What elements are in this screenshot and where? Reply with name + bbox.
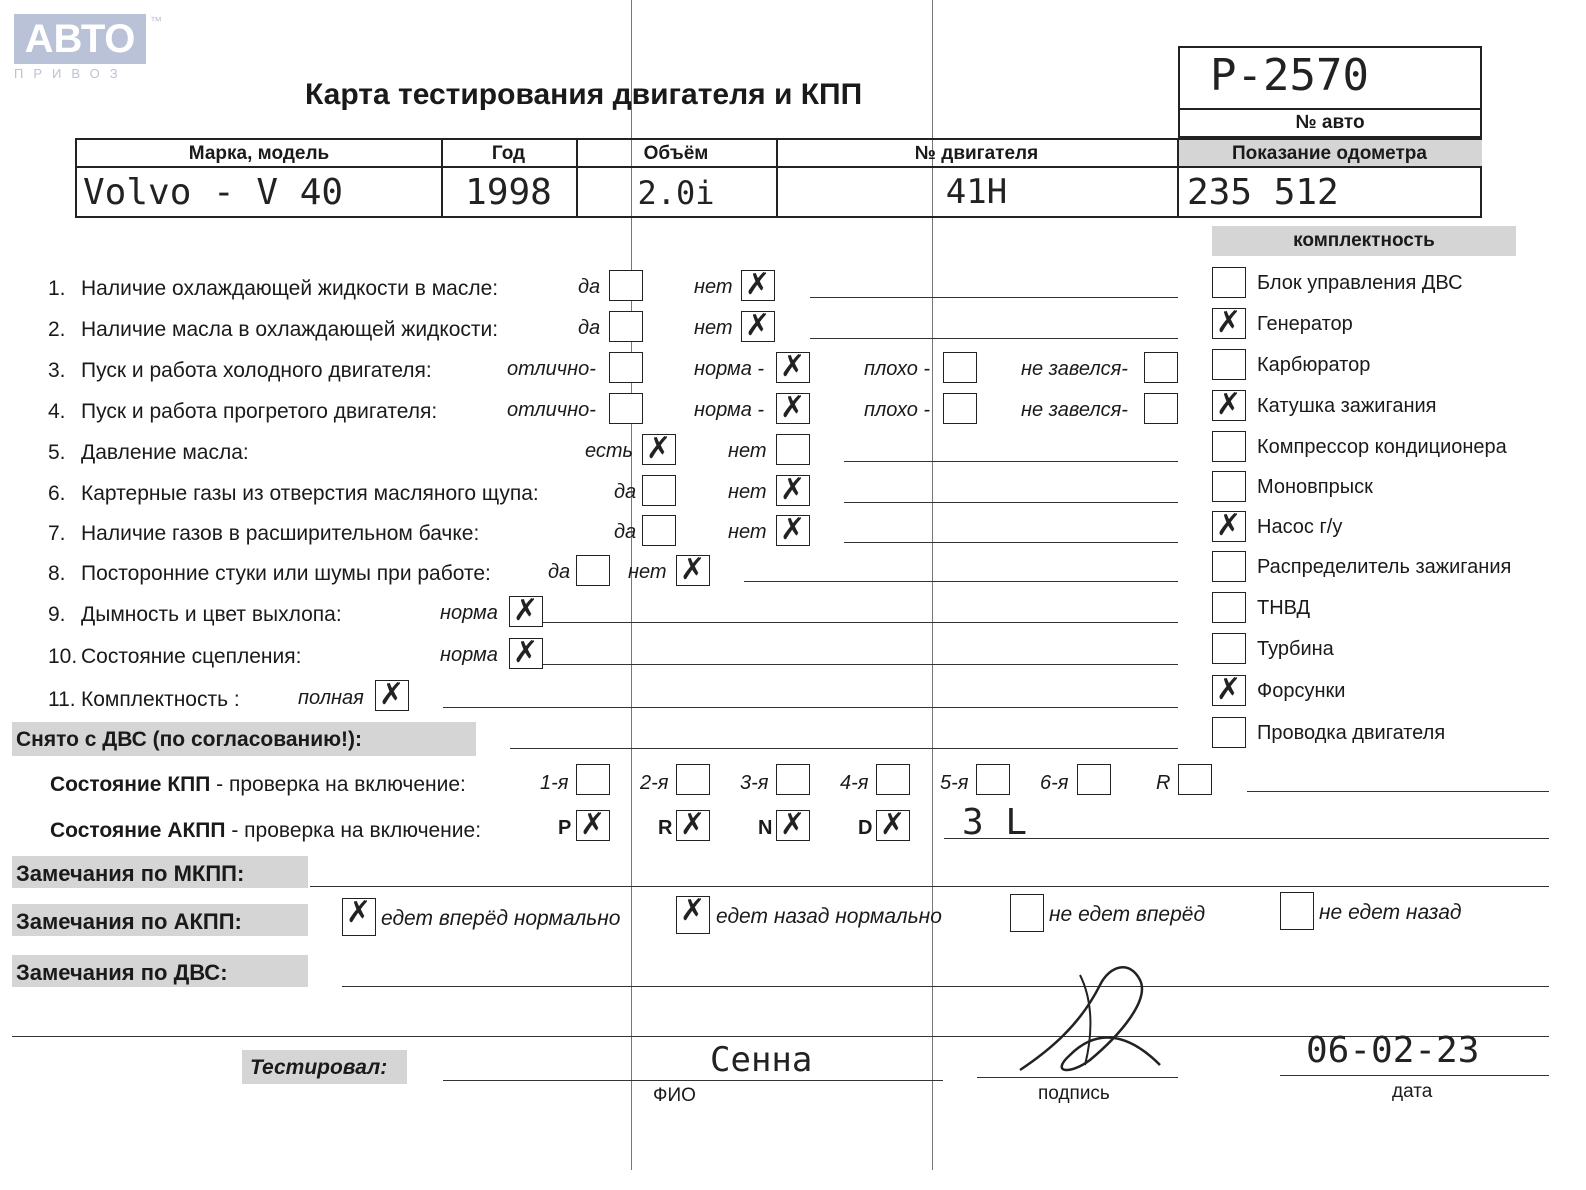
- q4-bad-checkbox[interactable]: [943, 393, 977, 424]
- answer-line: [443, 707, 1178, 708]
- question-number: 7.: [48, 522, 66, 545]
- question-number: 9.: [48, 603, 66, 626]
- question-number: 3.: [48, 359, 66, 382]
- answer-line: [310, 886, 1549, 887]
- question-text: Комплектность :: [81, 688, 240, 711]
- question-number: 4.: [48, 400, 66, 423]
- kit-item-label: Насос г/у: [1257, 516, 1343, 538]
- q5-no-checkbox[interactable]: [776, 434, 810, 465]
- akpp-n-checkbox[interactable]: [776, 810, 810, 841]
- q6-no-checkbox[interactable]: [776, 475, 810, 506]
- gear-label: 2-я: [640, 772, 669, 794]
- gear-label: R: [1156, 772, 1171, 794]
- kit-item-label: Катушка зажигания: [1257, 395, 1437, 417]
- auto-number-box: [1178, 46, 1482, 138]
- col-header-make: Марка, модель: [188, 143, 330, 164]
- kpp-gear-1-checkbox[interactable]: [576, 764, 610, 795]
- kit-injection-pump-checkbox[interactable]: [1212, 592, 1246, 623]
- auto-number-value: P-2570: [1210, 50, 1369, 101]
- kpp-gear-4-checkbox[interactable]: [876, 764, 910, 795]
- q6-yes-checkbox[interactable]: [642, 475, 676, 506]
- answer-line: [810, 338, 1178, 339]
- option-label: не завелся-: [1021, 358, 1128, 380]
- kit-item-label: Карбюратор: [1257, 354, 1371, 376]
- fio-label: ФИО: [653, 1085, 696, 1106]
- removed-label: Снято с ДВС (по согласованию!):: [16, 728, 363, 751]
- kpp-gear-2-checkbox[interactable]: [676, 764, 710, 795]
- option-label: нет: [728, 440, 767, 462]
- kit-item-label: Блок управления ДВС: [1257, 272, 1463, 294]
- akpp-d-checkbox[interactable]: [876, 810, 910, 841]
- kit-injectors-checkbox[interactable]: [1212, 675, 1246, 706]
- option-label: нет: [694, 276, 733, 298]
- gear-label: 3-я: [740, 772, 769, 794]
- question-text: Пуск и работа прогретого двигателя:: [81, 400, 438, 423]
- option-label: норма -: [694, 358, 765, 380]
- col-header-odometer: Показание одометра: [1232, 143, 1427, 164]
- option-label: норма: [440, 644, 498, 666]
- answer-line: [510, 748, 1178, 749]
- q4-excellent-checkbox[interactable]: [609, 393, 643, 424]
- logo-sub: ПРИВОЗ: [14, 66, 128, 81]
- q5-yes-checkbox[interactable]: [642, 434, 676, 465]
- kit-title: комплектность: [1293, 230, 1435, 251]
- logo-tm: ™: [150, 14, 162, 28]
- signature-scribble: [1010, 955, 1170, 1085]
- option-label: плохо -: [864, 358, 931, 380]
- akpp-label-rest: - проверка на включение:: [225, 819, 482, 842]
- q11-full-checkbox[interactable]: [375, 680, 409, 711]
- option-label: да: [578, 276, 601, 298]
- remark-option-label: не едет назад: [1319, 901, 1462, 924]
- q3-no-start-checkbox[interactable]: [1144, 352, 1178, 383]
- question-number: 5.: [48, 441, 66, 464]
- option-label: норма: [440, 602, 498, 624]
- value-volume: 2.0i: [637, 174, 715, 212]
- question-number: 2.: [48, 318, 66, 341]
- question-number: 1.: [48, 277, 66, 300]
- kit-power-steering-pump-checkbox[interactable]: [1212, 511, 1246, 542]
- question-number: 6.: [48, 482, 66, 505]
- remark-option-label: едет вперёд нормально: [381, 907, 621, 930]
- kit-ac-compressor-checkbox[interactable]: [1212, 431, 1246, 462]
- answer-line: [844, 461, 1178, 462]
- logo-main: АВТО: [14, 14, 146, 64]
- option-label: да: [614, 481, 637, 503]
- kit-turbo-checkbox[interactable]: [1212, 633, 1246, 664]
- logo: [14, 14, 164, 84]
- option-label: норма -: [694, 399, 765, 421]
- question-text: Наличие охлаждающей жидкости в масле:: [81, 277, 499, 300]
- kpp-gear-6-checkbox[interactable]: [1077, 764, 1111, 795]
- page-title: Карта тестирования двигателя и КПП: [305, 78, 863, 111]
- akpp-no-forward-checkbox[interactable]: [1010, 894, 1044, 932]
- kit-item-label: Генератор: [1257, 313, 1353, 335]
- date-line: [1280, 1075, 1549, 1076]
- question-text: Посторонние стуки или шумы при работе:: [81, 562, 491, 585]
- option-label: отлично-: [507, 358, 596, 380]
- option-label: нет: [728, 521, 767, 543]
- q7-no-checkbox[interactable]: [776, 515, 810, 546]
- kpp-gear-5-checkbox[interactable]: [976, 764, 1010, 795]
- value-make: Volvo - V 40: [83, 172, 344, 213]
- akpp-p-checkbox[interactable]: [576, 810, 610, 841]
- answer-line: [810, 297, 1178, 298]
- gear-label: 6-я: [1040, 772, 1069, 794]
- kit-item-label: Компрессор кондиционера: [1257, 436, 1507, 458]
- kpp-label-bold: Состояние КПП: [50, 773, 211, 796]
- akpp-r-checkbox[interactable]: [676, 810, 710, 841]
- q4-normal-checkbox[interactable]: [776, 393, 810, 424]
- option-label: не завелся-: [1021, 399, 1128, 421]
- kpp-label-rest: - проверка на включение:: [210, 773, 466, 796]
- header-row-divider: [77, 166, 1480, 168]
- akpp-reverse-ok-checkbox[interactable]: [676, 896, 710, 934]
- value-engine-number: 41H: [945, 172, 1008, 212]
- q4-no-start-checkbox[interactable]: [1144, 393, 1178, 424]
- gear-label: 1-я: [540, 772, 569, 794]
- akpp-forward-ok-checkbox[interactable]: [342, 898, 376, 936]
- tested-label: Тестировал:: [250, 1056, 388, 1079]
- gear-label: 5-я: [940, 772, 969, 794]
- option-label: есть: [585, 440, 634, 462]
- answer-line: [543, 664, 1178, 665]
- q1-no-checkbox[interactable]: [741, 270, 775, 301]
- akpp-handwritten-note: 3 L: [962, 802, 1028, 843]
- q8-no-checkbox[interactable]: [676, 555, 710, 586]
- kit-mono-injection-checkbox[interactable]: [1212, 471, 1246, 502]
- question-number: 10.: [48, 645, 78, 668]
- kit-item-label: Форсунки: [1257, 680, 1346, 702]
- remarks-akpp-label: Замечания по АКПП:: [16, 909, 242, 934]
- question-text: Дымность и цвет выхлопа:: [81, 603, 342, 626]
- remark-option-label: едет назад нормально: [716, 905, 942, 928]
- option-label: плохо -: [864, 399, 931, 421]
- question-text: Пуск и работа холодного двигателя:: [81, 359, 432, 382]
- remarks-mkpp-label: Замечания по МКПП:: [16, 861, 245, 886]
- kit-item-label: Распределитель зажигания: [1257, 556, 1512, 578]
- answer-line: [944, 838, 1549, 839]
- answer-line: [844, 542, 1178, 543]
- kit-item-label: ТНВД: [1257, 597, 1311, 619]
- option-label: отлично-: [507, 399, 596, 421]
- option-label: да: [614, 521, 637, 543]
- q9-normal-checkbox[interactable]: [509, 596, 543, 627]
- question-text: Картерные газы из отверстия масляного щупа:: [81, 482, 539, 505]
- option-label: нет: [694, 317, 733, 339]
- kit-generator-checkbox[interactable]: [1212, 308, 1246, 339]
- question-text: Наличие масла в охлаждающей жидкости:: [81, 318, 499, 341]
- akpp-label-bold: Состояние АКПП: [50, 819, 226, 842]
- answer-line: [342, 986, 1549, 987]
- kit-ignition-coil-checkbox[interactable]: [1212, 390, 1246, 421]
- kpp-gear-3-checkbox[interactable]: [776, 764, 810, 795]
- answer-line: [744, 581, 1178, 582]
- q2-yes-checkbox[interactable]: [609, 311, 643, 342]
- kpp-label: [50, 773, 466, 797]
- col-header-engine-number: № двигателя: [914, 143, 1039, 164]
- q1-yes-checkbox[interactable]: [609, 270, 643, 301]
- value-odometer: 235 512: [1187, 172, 1339, 213]
- kit-item-label: Моновпрыск: [1257, 476, 1373, 498]
- question-text: Состояние сцепления:: [81, 645, 302, 668]
- signature-label: подпись: [1038, 1083, 1110, 1104]
- akpp-label: [50, 819, 481, 843]
- kit-engine-wiring-checkbox[interactable]: [1212, 717, 1246, 748]
- answer-line: [543, 622, 1178, 623]
- option-label: да: [548, 561, 571, 583]
- header-table: [75, 138, 1482, 218]
- value-year: 1998: [465, 172, 552, 213]
- gear-label: R: [658, 817, 673, 839]
- akpp-no-reverse-checkbox[interactable]: [1280, 892, 1314, 930]
- q3-excellent-checkbox[interactable]: [609, 352, 643, 383]
- kit-item-label: Проводка двигателя: [1257, 722, 1446, 744]
- q8-yes-checkbox[interactable]: [576, 555, 610, 586]
- q3-normal-checkbox[interactable]: [776, 352, 810, 383]
- question-text: Давление масла:: [81, 441, 249, 464]
- gear-label: 4-я: [840, 772, 869, 794]
- kit-item-label: Турбина: [1257, 638, 1334, 660]
- signature-line: [977, 1077, 1178, 1078]
- q3-bad-checkbox[interactable]: [943, 352, 977, 383]
- question-text: Наличие газов в расширительном бачке:: [81, 522, 480, 545]
- tested-fio-value: Сенна: [710, 1040, 813, 1080]
- q10-normal-checkbox[interactable]: [509, 638, 543, 669]
- gear-label: P: [558, 817, 572, 839]
- kpp-gear-r-checkbox[interactable]: [1178, 764, 1212, 795]
- question-number: 8.: [48, 562, 66, 585]
- kit-distributor-checkbox[interactable]: [1212, 551, 1246, 582]
- auto-number-divider: [1180, 108, 1480, 110]
- fio-line: [443, 1080, 943, 1081]
- option-label: нет: [728, 481, 767, 503]
- q7-yes-checkbox[interactable]: [642, 515, 676, 546]
- option-label: да: [578, 317, 601, 339]
- kit-ecu-checkbox[interactable]: [1212, 267, 1246, 298]
- date-value: 06-02-23: [1306, 1030, 1480, 1071]
- question-number: 11.: [48, 688, 76, 711]
- option-label: нет: [628, 561, 667, 583]
- gear-label: D: [858, 817, 873, 839]
- answer-line: [1247, 791, 1549, 792]
- col-header-volume: Объём: [643, 143, 709, 164]
- option-label: полная: [298, 687, 364, 709]
- auto-number-label: № авто: [1295, 112, 1365, 133]
- gear-label: N: [758, 817, 773, 839]
- date-label: дата: [1392, 1081, 1433, 1102]
- answer-line: [844, 502, 1178, 503]
- remarks-dvs-label: Замечания по ДВС:: [16, 960, 228, 985]
- remark-option-label: не едет вперёд: [1049, 903, 1206, 926]
- q2-no-checkbox[interactable]: [741, 311, 775, 342]
- kit-carburetor-checkbox[interactable]: [1212, 349, 1246, 380]
- col-header-year: Год: [491, 143, 526, 164]
